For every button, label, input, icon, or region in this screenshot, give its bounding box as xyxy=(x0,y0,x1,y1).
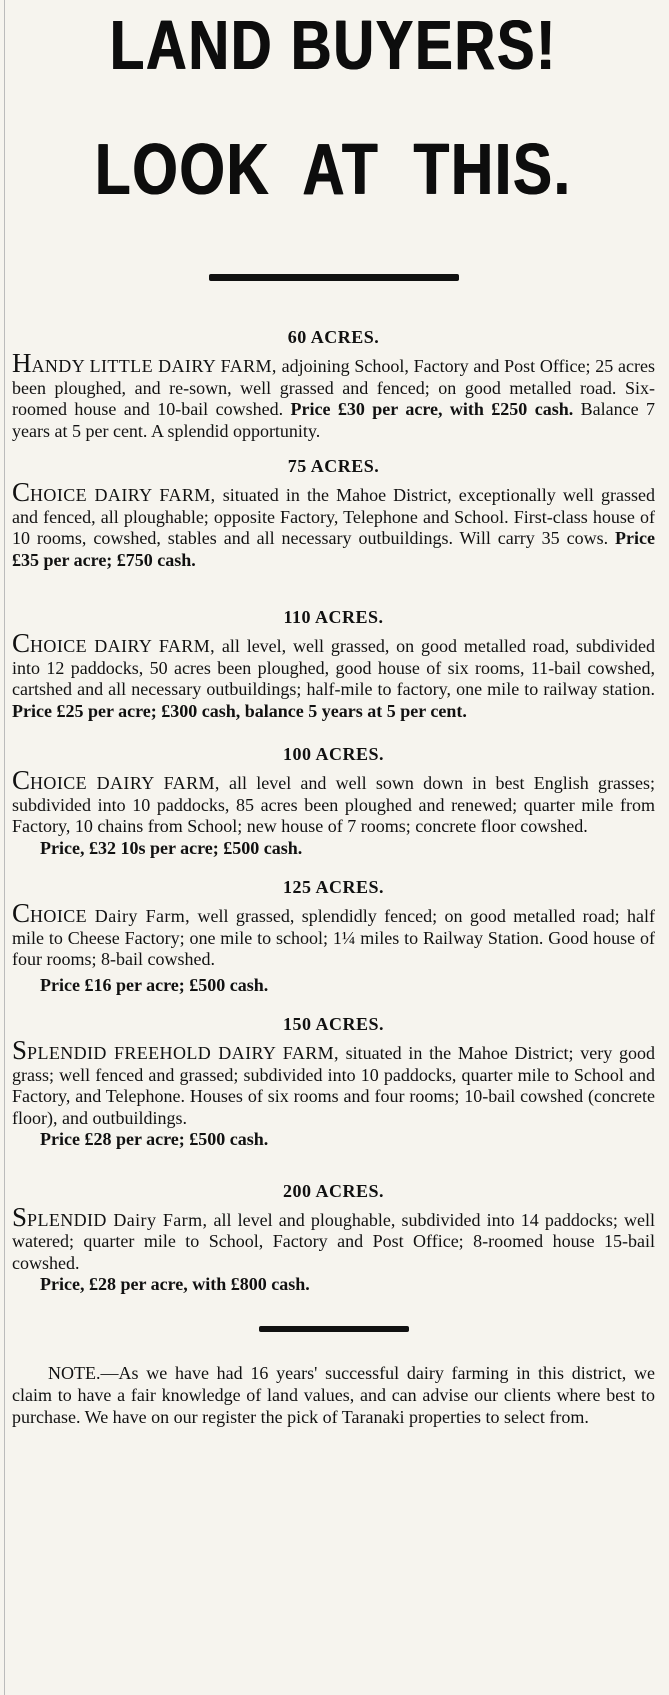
listing-dropcap: C xyxy=(12,628,31,658)
listing-acres: 60 ACRES. xyxy=(287,327,380,347)
listing-title: PLENDID Dairy Farm, xyxy=(27,1209,208,1230)
listing-description xyxy=(12,765,655,838)
headline-line-2: LOOK AT THIS. xyxy=(95,129,572,211)
listing-tail: Balance 7 years at 5 per cent. A splendid opportunity. xyxy=(12,399,656,441)
listing-dropcap: C xyxy=(12,477,31,507)
closing-note: NOTE.—As we have had 16 years' successful dairy farming in this district, we claim to have a fair knowledge of land values, and can advise our clients where best to purchase. We have on our register the pick of Taranaki properties to select from. xyxy=(12,1362,655,1427)
listing-200-acres xyxy=(12,1181,655,1296)
listing-150-acres xyxy=(12,1014,655,1151)
listing-acres: 200 ACRES. xyxy=(282,1180,385,1201)
listing-text: all level and ploughable, subdivided into 14 paddocks; well watered; quarter mile to School, Factory and Post Office; 8-roomed house 15-bail cowshed. xyxy=(12,1209,655,1273)
listing-acres: 110 ACRES. xyxy=(283,607,384,627)
listing-dropcap: C xyxy=(12,765,31,795)
listing-title: ANDY LITTLE DAIRY FARM, xyxy=(31,356,277,376)
listing-description xyxy=(12,477,655,571)
listing-price: Price, £28 per acre, with £800 cash. xyxy=(40,1274,310,1294)
listing-title: HOICE DAIRY FARM, xyxy=(30,485,216,505)
listing-dropcap: S xyxy=(12,1201,28,1232)
listing-title: HOICE DAIRY FARM, xyxy=(30,636,216,656)
listing-description xyxy=(12,628,655,722)
listing-description xyxy=(12,348,656,442)
listing-price: Price £16 per acre; £500 cash. xyxy=(40,974,269,995)
listing-price: Price £28 per acre; £500 cash. xyxy=(40,1129,269,1149)
listing-text: situated in the Mahoe District, exceptionally well grassed and fenced, all ploughable; opposite Factory, Telephone and School. First-class house of 10 rooms, cowshed, stables and all necessary outbuildings. Will carry 35 cows. xyxy=(12,485,655,548)
divider-rule-bottom xyxy=(259,1326,409,1332)
listing-description xyxy=(12,1201,655,1275)
listing-60-acres xyxy=(12,327,655,442)
listing-price: Price £25 per acre; £300 cash, balance 5 years at 5 per cent. xyxy=(12,700,467,721)
listing-100-acres xyxy=(12,744,655,859)
listing-price: Price, £32 10s per acre; £500 cash. xyxy=(40,837,303,858)
listing-dropcap: S xyxy=(12,1035,28,1065)
listing-title: HOICE Dairy Farm, xyxy=(30,906,191,926)
headline-line-1: LAND BUYERS! xyxy=(109,5,558,84)
listing-price: Price £35 per acre; £750 cash. xyxy=(12,528,655,570)
listing-75-acres xyxy=(12,456,655,571)
listing-price: Price £30 per acre, with £250 cash. xyxy=(290,399,574,419)
listing-acres: 125 ACRES. xyxy=(282,877,385,897)
divider-rule-top xyxy=(209,274,459,281)
listing-110-acres xyxy=(12,607,655,722)
listing-acres: 75 ACRES. xyxy=(287,456,380,476)
listing-text: adjoining School, Factory and Post Office; 25 acres been ploughed, and re-sown, well grassed and fenced; on good metalled road. Six-roomed house and 10-bail cowshed. xyxy=(12,356,655,419)
listing-description xyxy=(12,1035,655,1129)
listing-acres: 100 ACRES. xyxy=(282,744,385,764)
listing-acres: 150 ACRES. xyxy=(282,1014,385,1034)
listing-text: situated in the Mahoe District; very good grass; well fenced and grassed; subdivided into 10 paddocks, quarter mile to School and Factory, and Telephone. Houses of six rooms and four rooms; 10-bail cowshed (concrete floor), and outbuildings. xyxy=(12,1043,655,1128)
listing-text: all level, well grassed, on good metalled road, subdivided into 12 paddocks, 50 acres been ploughed, good house of six rooms, 11-bail cowshed, cartshed and all necessary outbuildings; half-mile to factory, one mile to railway station. xyxy=(12,636,655,699)
listing-description xyxy=(12,898,655,971)
listing-title: HOICE DAIRY FARM, xyxy=(30,773,220,793)
listing-dropcap: C xyxy=(12,898,31,928)
listing-text: well grassed, splendidly fenced; on good metalled road; half mile to Cheese Factory; one mile to school; 1¼ miles to Railway Station. Good house of four rooms; 8-bail cowshed. xyxy=(12,906,655,969)
column-rule xyxy=(4,0,5,1695)
listing-dropcap: H xyxy=(12,348,32,378)
listing-125-acres xyxy=(12,877,655,996)
listing-title: PLENDID FREEHOLD DAIRY FARM, xyxy=(27,1043,339,1063)
listing-text: all level and well sown down in best English grasses; subdivided into 10 paddocks, 85 acres been ploughed and renewed; quarter mile from Factory, 10 chains from School; new house of 7 rooms; concrete floor cowshed. xyxy=(12,773,655,836)
